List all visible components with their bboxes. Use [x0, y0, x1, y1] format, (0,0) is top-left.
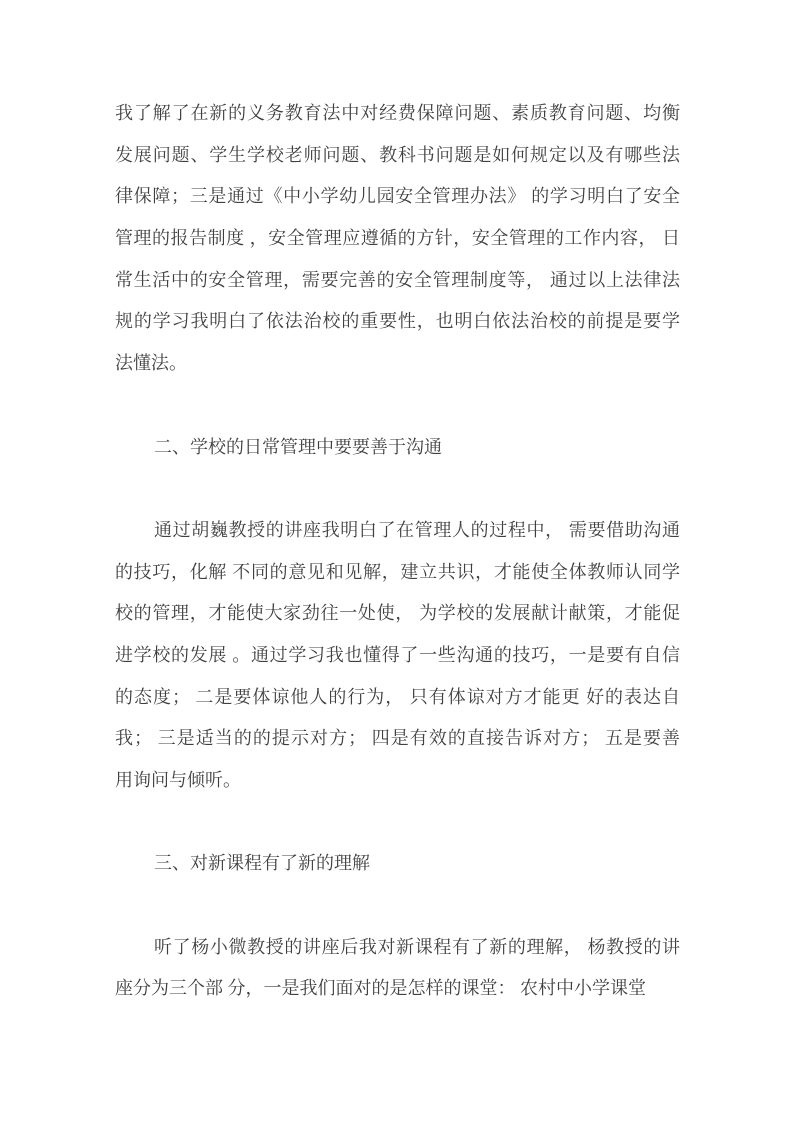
text-line: 通过胡巍教授的讲座我明白了在管理人的过程中， 需要借助沟通 [154, 519, 680, 540]
text-line: 用询问与倾听。 [115, 770, 241, 790]
paragraph-legal-study [115, 93, 680, 385]
text-line: 管理的报告制度 ，安全管理应遵循的方针，安全管理的工作内容， 日 [115, 228, 680, 249]
section-heading-3: 三、对新课程有了新的理解 [154, 853, 370, 874]
text-line: 发展问题、学生学校老师问题、教科书问题是如何规定以及有哪些法 [115, 144, 680, 165]
text-line: 的态度； 二是要体谅他人的行为， 只有体谅对方才能更 好的表达自 [115, 686, 680, 707]
text-line: 座分为三个部 分，一是我们面对的是怎样的课堂： 农村中小学课堂 [115, 978, 646, 999]
text-line: 常生活中的安全管理，需要完善的安全管理制度等， 通过以上法律法 [115, 269, 680, 290]
paragraph-new-curriculum [115, 927, 680, 1010]
section-heading-2: 二、学校的日常管理中要要善于沟通 [154, 436, 442, 457]
text-line: 律保障；三是通过《中小学幼儿园安全管理办法》 的学习明白了安全 [115, 186, 680, 207]
text-line: 我了解了在新的义务教育法中对经费保障问题、素质教育问题、均衡 [115, 103, 680, 123]
text-line: 听了杨小微教授的讲座后我对新课程有了新的理解， 杨教授的讲 [154, 936, 680, 957]
text-line: 规的学习我明白了依法治校的重要性，也明白依法治校的前提是要学 [115, 311, 680, 332]
text-line: 校的管理，才能使大家劲往一处使， 为学校的发展献计献策，才能促 [115, 603, 680, 624]
paragraph-communication [115, 510, 680, 802]
text-line: 我； 三是适当的的提示对方； 四是有效的直接告诉对方； 五是要善 [115, 728, 680, 749]
text-line: 的技巧，化解 不同的意见和见解，建立共识，才能使全体教师认同学 [115, 561, 680, 582]
text-line: 法懂法。 [115, 353, 187, 374]
text-line: 进学校的发展 。通过学习我也懂得了一些沟通的技巧，一是要有自信 [115, 644, 680, 665]
